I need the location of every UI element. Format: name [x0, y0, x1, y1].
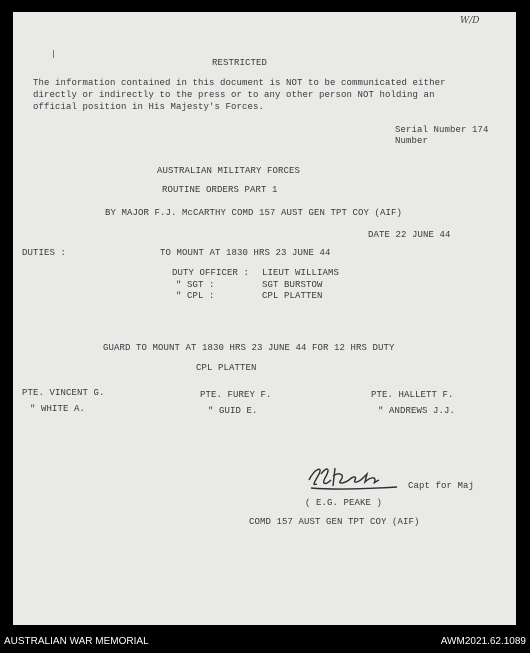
- orders-heading: ROUTINE ORDERS PART 1: [162, 185, 278, 195]
- guard-member: PTE. FUREY F.: [200, 390, 272, 400]
- guard-member: PTE. HALLETT F.: [371, 390, 454, 400]
- handwritten-signature: [305, 460, 405, 496]
- warning-line-3: official position in His Majesty's Forces.: [33, 102, 265, 112]
- guard-member: " GUID E.: [208, 406, 258, 416]
- duty-name-officer: LIEUT WILLIAMS: [262, 268, 340, 278]
- org-heading: AUSTRALIAN MILITARY FORCES: [157, 166, 301, 176]
- guard-cpl: CPL PLATTEN: [196, 363, 257, 373]
- guard-member: " WHITE A.: [30, 404, 86, 414]
- serial-number-label: Number: [395, 136, 429, 146]
- guard-member: PTE. VINCENT G.: [22, 388, 105, 398]
- serial-number: Serial Number 174: [395, 125, 489, 135]
- issuing-officer: BY MAJOR F.J. McCARTHY COMD 157 AUST GEN TPT COY (AIF): [105, 208, 403, 218]
- duty-name-cpl: CPL PLATTEN: [262, 291, 323, 301]
- warning-line-1: The information contained in this document is NOT to be communicated either: [33, 78, 446, 88]
- footer-accession: AWM2021.62.1089: [440, 636, 526, 647]
- duty-name-sgt: SGT BURSTOW: [262, 280, 323, 290]
- pencil-mark: [53, 50, 58, 58]
- order-date: DATE 22 JUNE 44: [368, 230, 451, 240]
- signatory-title: COMD 157 AUST GEN TPT COY (AIF): [249, 517, 420, 527]
- duty-role-officer: DUTY OFFICER :: [172, 268, 250, 278]
- classification: RESTRICTED: [212, 58, 268, 68]
- footer-archive: AUSTRALIAN WAR MEMORIAL: [4, 636, 149, 647]
- duty-role-sgt: " SGT :: [176, 280, 215, 290]
- guard-member: " ANDREWS J.J.: [378, 406, 456, 416]
- duty-role-cpl: " CPL :: [176, 291, 215, 301]
- guard-mount: GUARD TO MOUNT AT 1830 HRS 23 JUNE 44 FOR 12 HRS DUTY: [103, 343, 395, 353]
- corner-note: W/D: [460, 16, 480, 26]
- duties-mount: TO MOUNT AT 1830 HRS 23 JUNE 44: [160, 248, 331, 258]
- signatory-name: ( E.G. PEAKE ): [305, 498, 383, 508]
- warning-line-2: directly or indirectly to the press or to any other person NOT holding an: [33, 90, 435, 100]
- duties-label: DUTIES :: [22, 248, 67, 258]
- signature-capacity: Capt for Maj: [408, 481, 475, 491]
